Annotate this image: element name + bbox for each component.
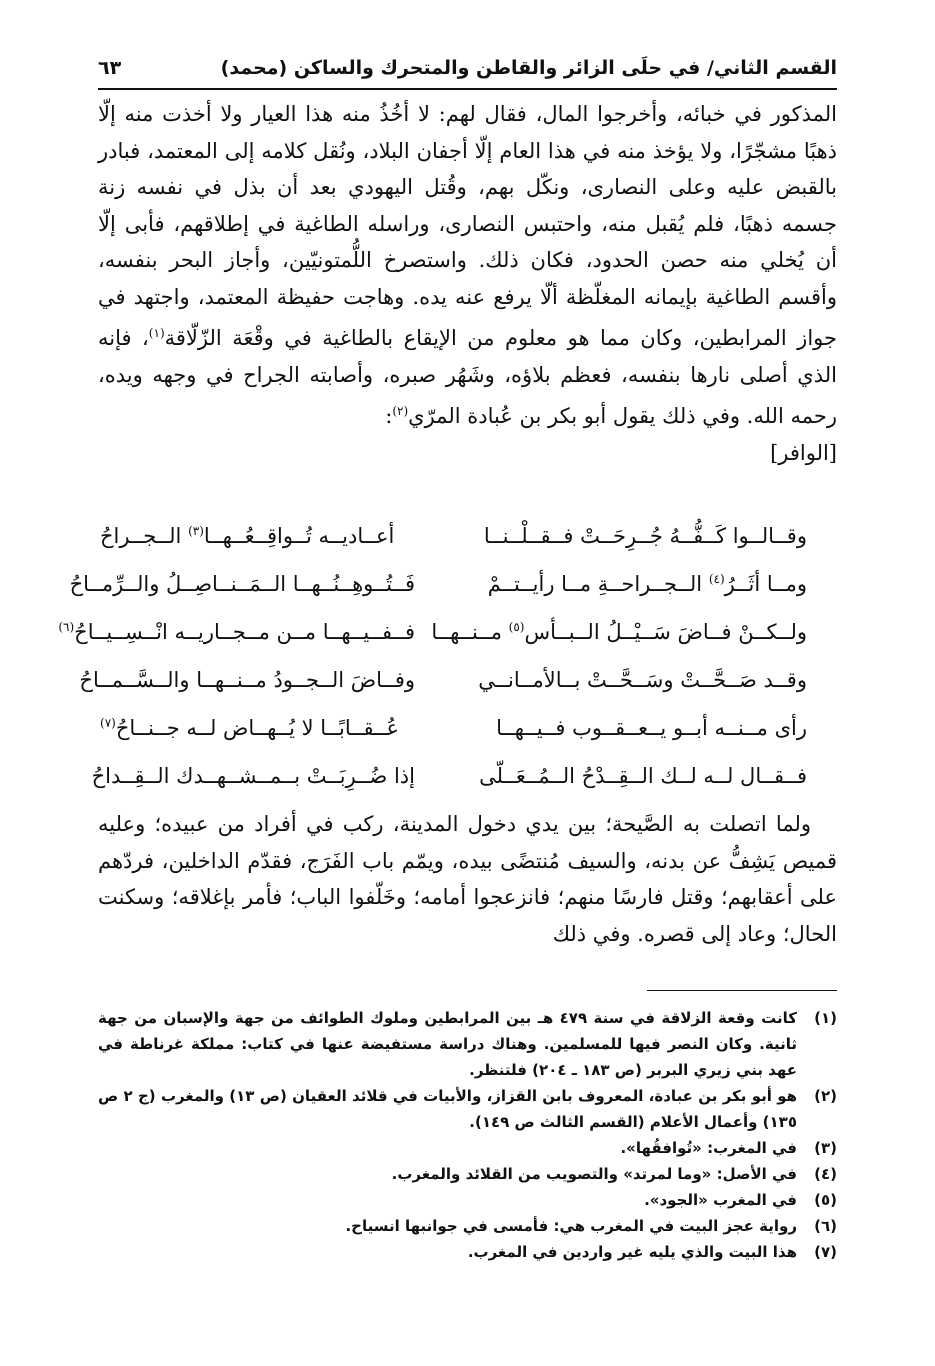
verse-second-half: إذا ضُــرِبَــتْ بــمــشــهــدك الــقِــداحُ (91, 764, 415, 788)
verse-first-half: ولــكــنْ فــاضَ سَــيْــلُ الــبــأس$^{(٥)}$ مــنــهــا (431, 620, 807, 644)
footnote-marker-6: (٦) (58, 620, 75, 634)
footnotes (98, 1005, 837, 1265)
footnote-marker-2: (٢) (392, 404, 409, 418)
poem-verse (79, 656, 807, 704)
footnote-marker-3: (٣) (188, 524, 204, 538)
footnote-marker-7: (٧) (100, 716, 116, 730)
poem-verse (100, 704, 807, 752)
footnote-marker-4: (٤) (708, 572, 725, 586)
paragraph-1 (98, 96, 837, 435)
footnote-number: (٧) (814, 1243, 837, 1261)
header-title: القسم الثاني/ في حلَى الزائر والقاطن والمتحرك والساكن (محمد) (220, 57, 837, 79)
verse-second-half: أعــاديــه تُــواقِــعُــهــا$^{(٣)}$ الــجــراحُ (100, 524, 395, 548)
page-number: ٦٣ (98, 57, 122, 79)
footnote-rule (647, 990, 837, 991)
footnote-text: في المغرب: «تُوافقُها». (620, 1139, 797, 1157)
footnote-number: (١) (814, 1009, 837, 1027)
footnote-number: (٢) (814, 1087, 837, 1105)
paragraph-1-text-b: ، فإنه الذي أصلى نارها بنفسه، فعظم بلاؤه، وشَهُر صبره، وأصابته الجراح في وجهه ويده، رحمه الله. وفي ذلك يقول أبو بكر بن عُبادة المرّي (98, 326, 837, 428)
poem-verse (69, 560, 807, 608)
footnote-text: كانت وقعة الزلاقة في سنة ٤٧٩ هـ بين المرابطين وملوك الطوائف من جهة والإسبان من جهة ثانية. وكان النصر فيها للمسلمين. وهناك دراسة مستفيضة عنها في كتاب: مملكة غرناطة في عهد بني زيري البربر (ص ١٨٣ ـ ٢٠٤) فلتنظر. (98, 1009, 797, 1079)
paragraph-1-text-c: : (385, 404, 393, 428)
main-text-block-2 (98, 806, 837, 952)
running-head (98, 48, 837, 88)
verse-first-half: فــقــال لــه لــك الــقِــدْحُ الــمُــعَــلّى (479, 764, 807, 788)
paragraph-2: ولما اتصلت به الصَّيحة؛ بين يدي دخول المدينة، ركب في أفراد من عبيده؛ وعليه قميص يَشِفُّ عن بدنه، والسيف مُنتضًى بيده، ويمّم باب الفَرَج، فقدّم الداخلين، فردّهم على أعقابهم؛ وقتل فارسًا منهم؛ فانزعجوا أمامه؛ وخَلّفوا الباب؛ فأمر بإغلاقه؛ وسكنت الحال؛ وعاد إلى قصره. وفي ذلك (98, 812, 837, 946)
footnote-number: (٤) (814, 1165, 837, 1183)
footnote-text: في المغرب «الجود». (644, 1191, 797, 1209)
footnote-text: في الأصل: «وما لمرتد» والتصويب من القلائد والمغرب. (391, 1165, 797, 1183)
main-text-block (98, 96, 837, 471)
header-rule (98, 88, 837, 90)
poem-verse (58, 608, 807, 656)
verse-second-half: فَــتُــوهِــنُــهــا الــمَــنــاصِــلُ والــرِّمــاحُ (69, 572, 415, 596)
footnote (98, 1239, 837, 1265)
verse-second-half: فــفــيــهــا مــن مــجــاريــه انْــسِــيــاحُ$^{(٦)}$ (58, 620, 415, 644)
footnote (98, 1161, 837, 1187)
verse-first-half: وقــالــوا كَــفُّــهُ جُــرِحَــتْ فــقــلْــنــا (483, 524, 807, 548)
footnote-text: هذا البيت والذي يليه غير واردين في المغرب. (467, 1243, 797, 1261)
verse-second-half: عُــقــابًــا لا يُــهــاض لــه جــنــاحُ$^{(٧)}$ (100, 716, 399, 740)
verse-first-half: وقــد صَــحَّــتْ وسَــحَّــتْ بــالأمــانــي (478, 668, 807, 692)
poem-meter: [الوافر] (770, 440, 837, 465)
footnote-number: (٦) (814, 1217, 837, 1235)
footnote (98, 1005, 837, 1083)
footnote (98, 1213, 837, 1239)
poem-verse (91, 752, 807, 800)
poem (58, 512, 807, 800)
verse-first-half: ومــا أثَــرُ$^{(٤)}$ الــجــراحــةِ مــا رأيــتــمْ (487, 572, 807, 596)
footnote-number: (٥) (814, 1191, 837, 1209)
footnote (98, 1135, 837, 1161)
verse-second-half: وفــاضَ الــجــودُ مــنــهــا والــسَّــمــاحُ (79, 668, 415, 692)
footnote-marker-5: (٥) (508, 620, 525, 634)
verse-first-half: رأى مــنــه أبــو يــعــقــوب فــيــهــا (496, 716, 807, 740)
footnote-text: رواية عجز البيت في المغرب هي: فأمسى في جوانبها انسياح. (345, 1217, 797, 1235)
paragraph-1-text: المذكور في خبائه، وأخرجوا المال، فقال لهم: لا أخُذُ منه هذا العيار ولا أخذت منه إلّا ذهبًا مشجّرًا، ولا يؤخذ منه في هذا العام إلّا أجفان البلاد، ونُقل كلامه إلى المعتمد، فبادر بالقبض عليه وعلى النصارى، ونكّل بهم، وقُتل اليهودي بعد أن بذل في نفسه زنة جسمه ذهبًا، فلم يُقبل منه، واحتبس النصارى، وراسله الطاغية في إطلاقهم، فأبى إلّا أن يُخلي منه حصن الحدود، فكان ذلك. واستصرخ اللُّمتونيّين، وأجاز البحر بنفسه، وأقسم الطاغية بإيمانه المغلّظة ألّا يرفع عنه يده. وهاجت حفيظة المعتمد، واجتهد في جواز المرابطين، وكان مما هو معلوم من الإيقاع بالطاغية في وقْعَة الزّلّاقة (98, 102, 837, 350)
footnote-number: (٣) (814, 1139, 837, 1157)
footnote (98, 1187, 837, 1213)
footnote (98, 1083, 837, 1135)
footnote-marker-1: (١) (148, 326, 165, 340)
footnote-text: هو أبو بكر بن عبادة، المعروف بابن القزاز، والأبيات في قلائد العقيان (ص ١٣) والمغرب (ج ٢ ص ١٣٥) وأعمال الأعلام (القسم الثالث ص ١٤٩). (98, 1087, 797, 1131)
poem-verse (100, 512, 807, 560)
